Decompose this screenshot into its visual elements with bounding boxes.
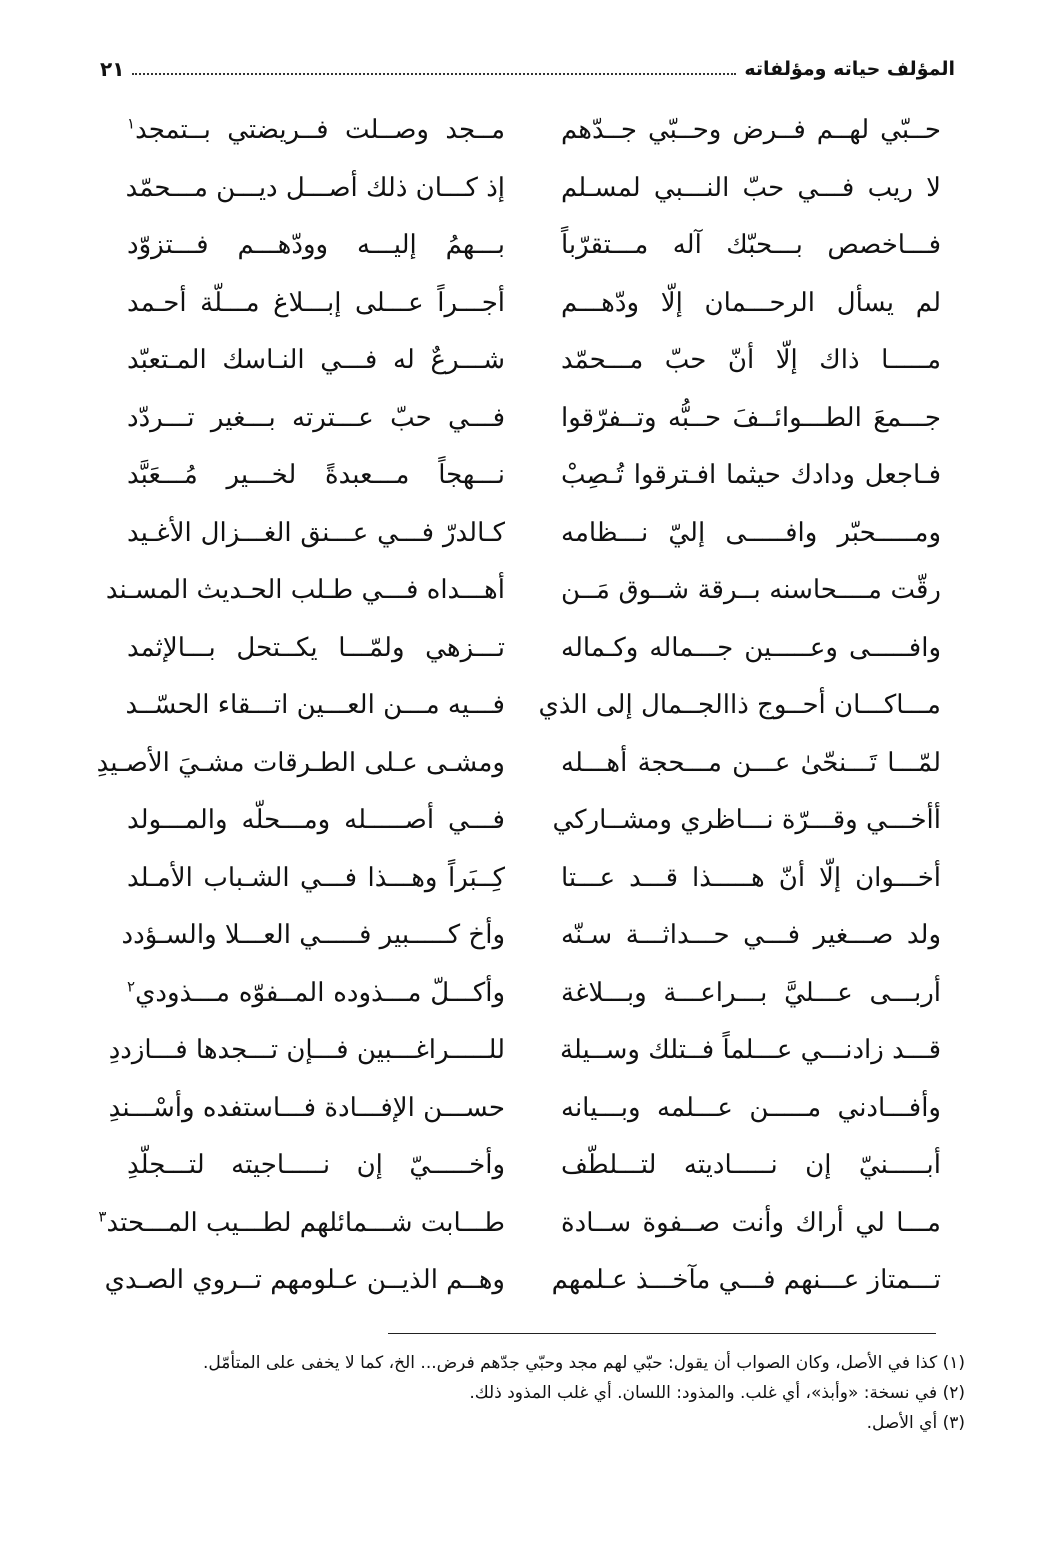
first-hemistich: قـــد زادنـــي عـــلماً فــتلك وســيلة (559, 1035, 941, 1065)
verse-line (0, 390, 1063, 446)
second-hemistich-text: نـــهجاً مـــعبدةً لخـــير مُـــعَبَّد (127, 460, 505, 490)
footnotes (103, 1348, 965, 1438)
verse-line (0, 1137, 1063, 1193)
second-hemistich (127, 160, 505, 216)
second-hemistich (108, 1080, 505, 1136)
verse-line (0, 792, 1063, 848)
second-hemistich (127, 390, 505, 446)
second-hemistich (127, 965, 505, 1021)
footnote-separator (388, 1333, 936, 1334)
second-hemistich (127, 275, 505, 331)
first-hemistich: فـــاخصص بـــحبّك آله مـــتقرّباً (561, 230, 941, 260)
first-hemistich: رقّت مــــحاسنه بــرقة شــوق مَــن (561, 575, 941, 605)
second-hemistich (127, 677, 505, 733)
page-number: ٢١ (100, 57, 125, 81)
second-hemistich-text: وأخـــــيّ إن نـــــاجيته لتـــجلّدِ (127, 1150, 505, 1180)
second-hemistich (127, 850, 505, 906)
footnote-marker: ١ (127, 114, 136, 133)
verse-line (0, 1080, 1063, 1136)
first-hemistich: مـــا لي أراك وأنت صــفوة ســادة (561, 1207, 941, 1238)
footnote-marker: ٣ (98, 1206, 107, 1225)
first-hemistich: حــبّي لهــم فــرض وحــبّي جــدّهم (561, 115, 941, 145)
verse-line (0, 907, 1063, 963)
second-hemistich (98, 1195, 505, 1251)
second-hemistich-text: إذ كـــان ذلك أصـــل ديـــن مـــحمّد (125, 172, 505, 203)
first-hemistich: وافـــــى وعـــــين جـــماله وكـماله (561, 632, 941, 663)
verse-line (0, 677, 1063, 733)
dot-leader (132, 73, 736, 75)
second-hemistich-text: فـــي حبّ عـــترته بـــغير تـــردّد (127, 402, 505, 433)
verse-line (0, 102, 1063, 158)
first-hemistich: مـــــا ذاك إلّا أنّ حبّ مـــحمّد (561, 345, 941, 375)
second-hemistich-text: وأخ كـــــبير فـــــي العـــلا والسـؤدد (121, 920, 505, 950)
first-hemistich: أخـــوان إلّا أنّ هـــــذا قـــد عـــتا (561, 862, 941, 893)
footnote-1: (١) كذا في الأصل، وكان الصواب أن يقول: حبّي لهم مجد وحبّي جدّهم فرض... الخ، كما لا يخفى على المتأمّل. (203, 1353, 965, 1373)
first-hemistich: ومـــــحبّر وافـــــى إليّ نـــظامه (561, 517, 941, 548)
second-hemistich-text: ومشـى عـلى الطـرقات مشـيَ الأصـيدِ (96, 747, 505, 778)
first-hemistich: لمّـــا تَـــنحّىٰ عـــن مـــحجة أهـــله (561, 747, 941, 778)
second-hemistich (105, 562, 505, 618)
second-hemistich-text: طـــابت شـــمائلهم لطـــيب المـــحتد (106, 1207, 505, 1238)
second-hemistich (127, 1137, 505, 1193)
poem-body (0, 102, 1063, 1312)
verse-line (0, 505, 1063, 561)
verse-line (0, 217, 1063, 273)
second-hemistich (127, 620, 505, 676)
second-hemistich-text: أهـــداه فـــي طـلب الحـديث المسـند (105, 575, 505, 605)
verse-line (0, 332, 1063, 388)
verse-line (0, 562, 1063, 618)
first-hemistich: فـاجعل ودادك حيثما افـترقوا تُـصِبْ (561, 460, 941, 490)
second-hemistich (108, 1022, 505, 1078)
second-hemistich (127, 447, 505, 503)
second-hemistich (127, 332, 505, 388)
verse-line (0, 735, 1063, 791)
second-hemistich-text: فـــي أصـــــله ومـــحلّه والمـــولد (127, 805, 505, 835)
verse-line (0, 447, 1063, 503)
second-hemistich-text: تـــزهي ولمّـــا يكــتحل بـــالإثمد (127, 632, 505, 663)
second-hemistich (127, 505, 505, 561)
second-hemistich-text: فـــيه مـــن العـــين اتـــقاء الحسّــد (125, 690, 505, 720)
second-hemistich (104, 1252, 505, 1308)
second-hemistich (127, 217, 505, 273)
second-hemistich-text: وهــم الذيــن عـلومهم تــروي الصـدي (104, 1265, 505, 1295)
verse-line (0, 850, 1063, 906)
second-hemistich (127, 792, 505, 848)
verse-line (0, 620, 1063, 676)
verse-line (0, 160, 1063, 216)
verse-line (0, 1252, 1063, 1308)
footnote-2: (٢) في نسخة: «وأبذ»، أي غلب. والمذود: اللسان. أي غلب المذود ذلك. (469, 1383, 965, 1403)
second-hemistich (96, 735, 505, 791)
verse-line (0, 275, 1063, 331)
running-title: المؤلف حياته ومؤلفاته (744, 58, 955, 80)
second-hemistich-text: كـالدرّ فـــي عـــنق الغـــزال الأغـيد (127, 517, 505, 548)
first-hemistich: لا ريب فـــي حبّ النـــبي لمسـلم (561, 172, 941, 203)
first-hemistich: مـــاكـــان أحــوج ذاالجــمال إلى الذي (538, 690, 941, 720)
first-hemistich: لم يسأل الرحـــمان إلّا ودّهـــم (561, 287, 941, 318)
running-header (100, 52, 955, 86)
first-hemistich: أأخـــي وقـــرّة نـــاظري ومشــاركي (552, 805, 941, 835)
verse-line (0, 1022, 1063, 1078)
second-hemistich (121, 907, 505, 963)
second-hemistich-text: بـــهمُ إليـــه وودّهـــم فـــتزوّد (127, 230, 505, 260)
verse-line (0, 1195, 1063, 1251)
footnote-3: (٣) أي الأصل. (866, 1413, 965, 1433)
second-hemistich (127, 102, 505, 158)
second-hemistich-text: شـــرعٌ له فـــي النـاسك المـتعبّد (127, 345, 505, 375)
second-hemistich-text: كِــبَراً وهـــذا فـــي الشـباب الأمـلد (127, 862, 505, 893)
second-hemistich-text: حســـن الإفـــادة فـــاستفده وأسْـــندِ (108, 1092, 505, 1123)
first-hemistich: وأفـــادني مـــــن عـــلمه وبـــيانه (561, 1092, 941, 1123)
second-hemistich-text: مــجد وصــلت فــريضتي بــتمجد (135, 115, 505, 145)
second-hemistich-text: أجـــراً عـــلى إبـــلاغ مـــلّة أحـمد (127, 287, 505, 318)
verse-line (0, 965, 1063, 1021)
second-hemistich-text: للـــــراغـــبين فـــإن تـــجدها فـــازددِ (108, 1035, 505, 1065)
first-hemistich: أربـــى عـــليَّ بـــراعـــة وبـــلاغة (561, 977, 941, 1008)
first-hemistich: أبـــــنيّ إن نـــــاديته لتـــلطّف (561, 1150, 941, 1180)
first-hemistich: تـــمتاز عـــنهم فـــي مآخـــذ عـلمهم (551, 1265, 941, 1295)
first-hemistich: ولد صـــغير فـــي حـــداثـــة سـنّه (561, 920, 941, 950)
first-hemistich: جـــمعَ الطـــوائــفَ حــبُّه وتــفرّقوا (561, 402, 941, 433)
footnote-marker: ٢ (127, 976, 136, 995)
second-hemistich-text: وأكـــلّ مـــذوده المــفوّه مـــذودي (135, 977, 505, 1008)
